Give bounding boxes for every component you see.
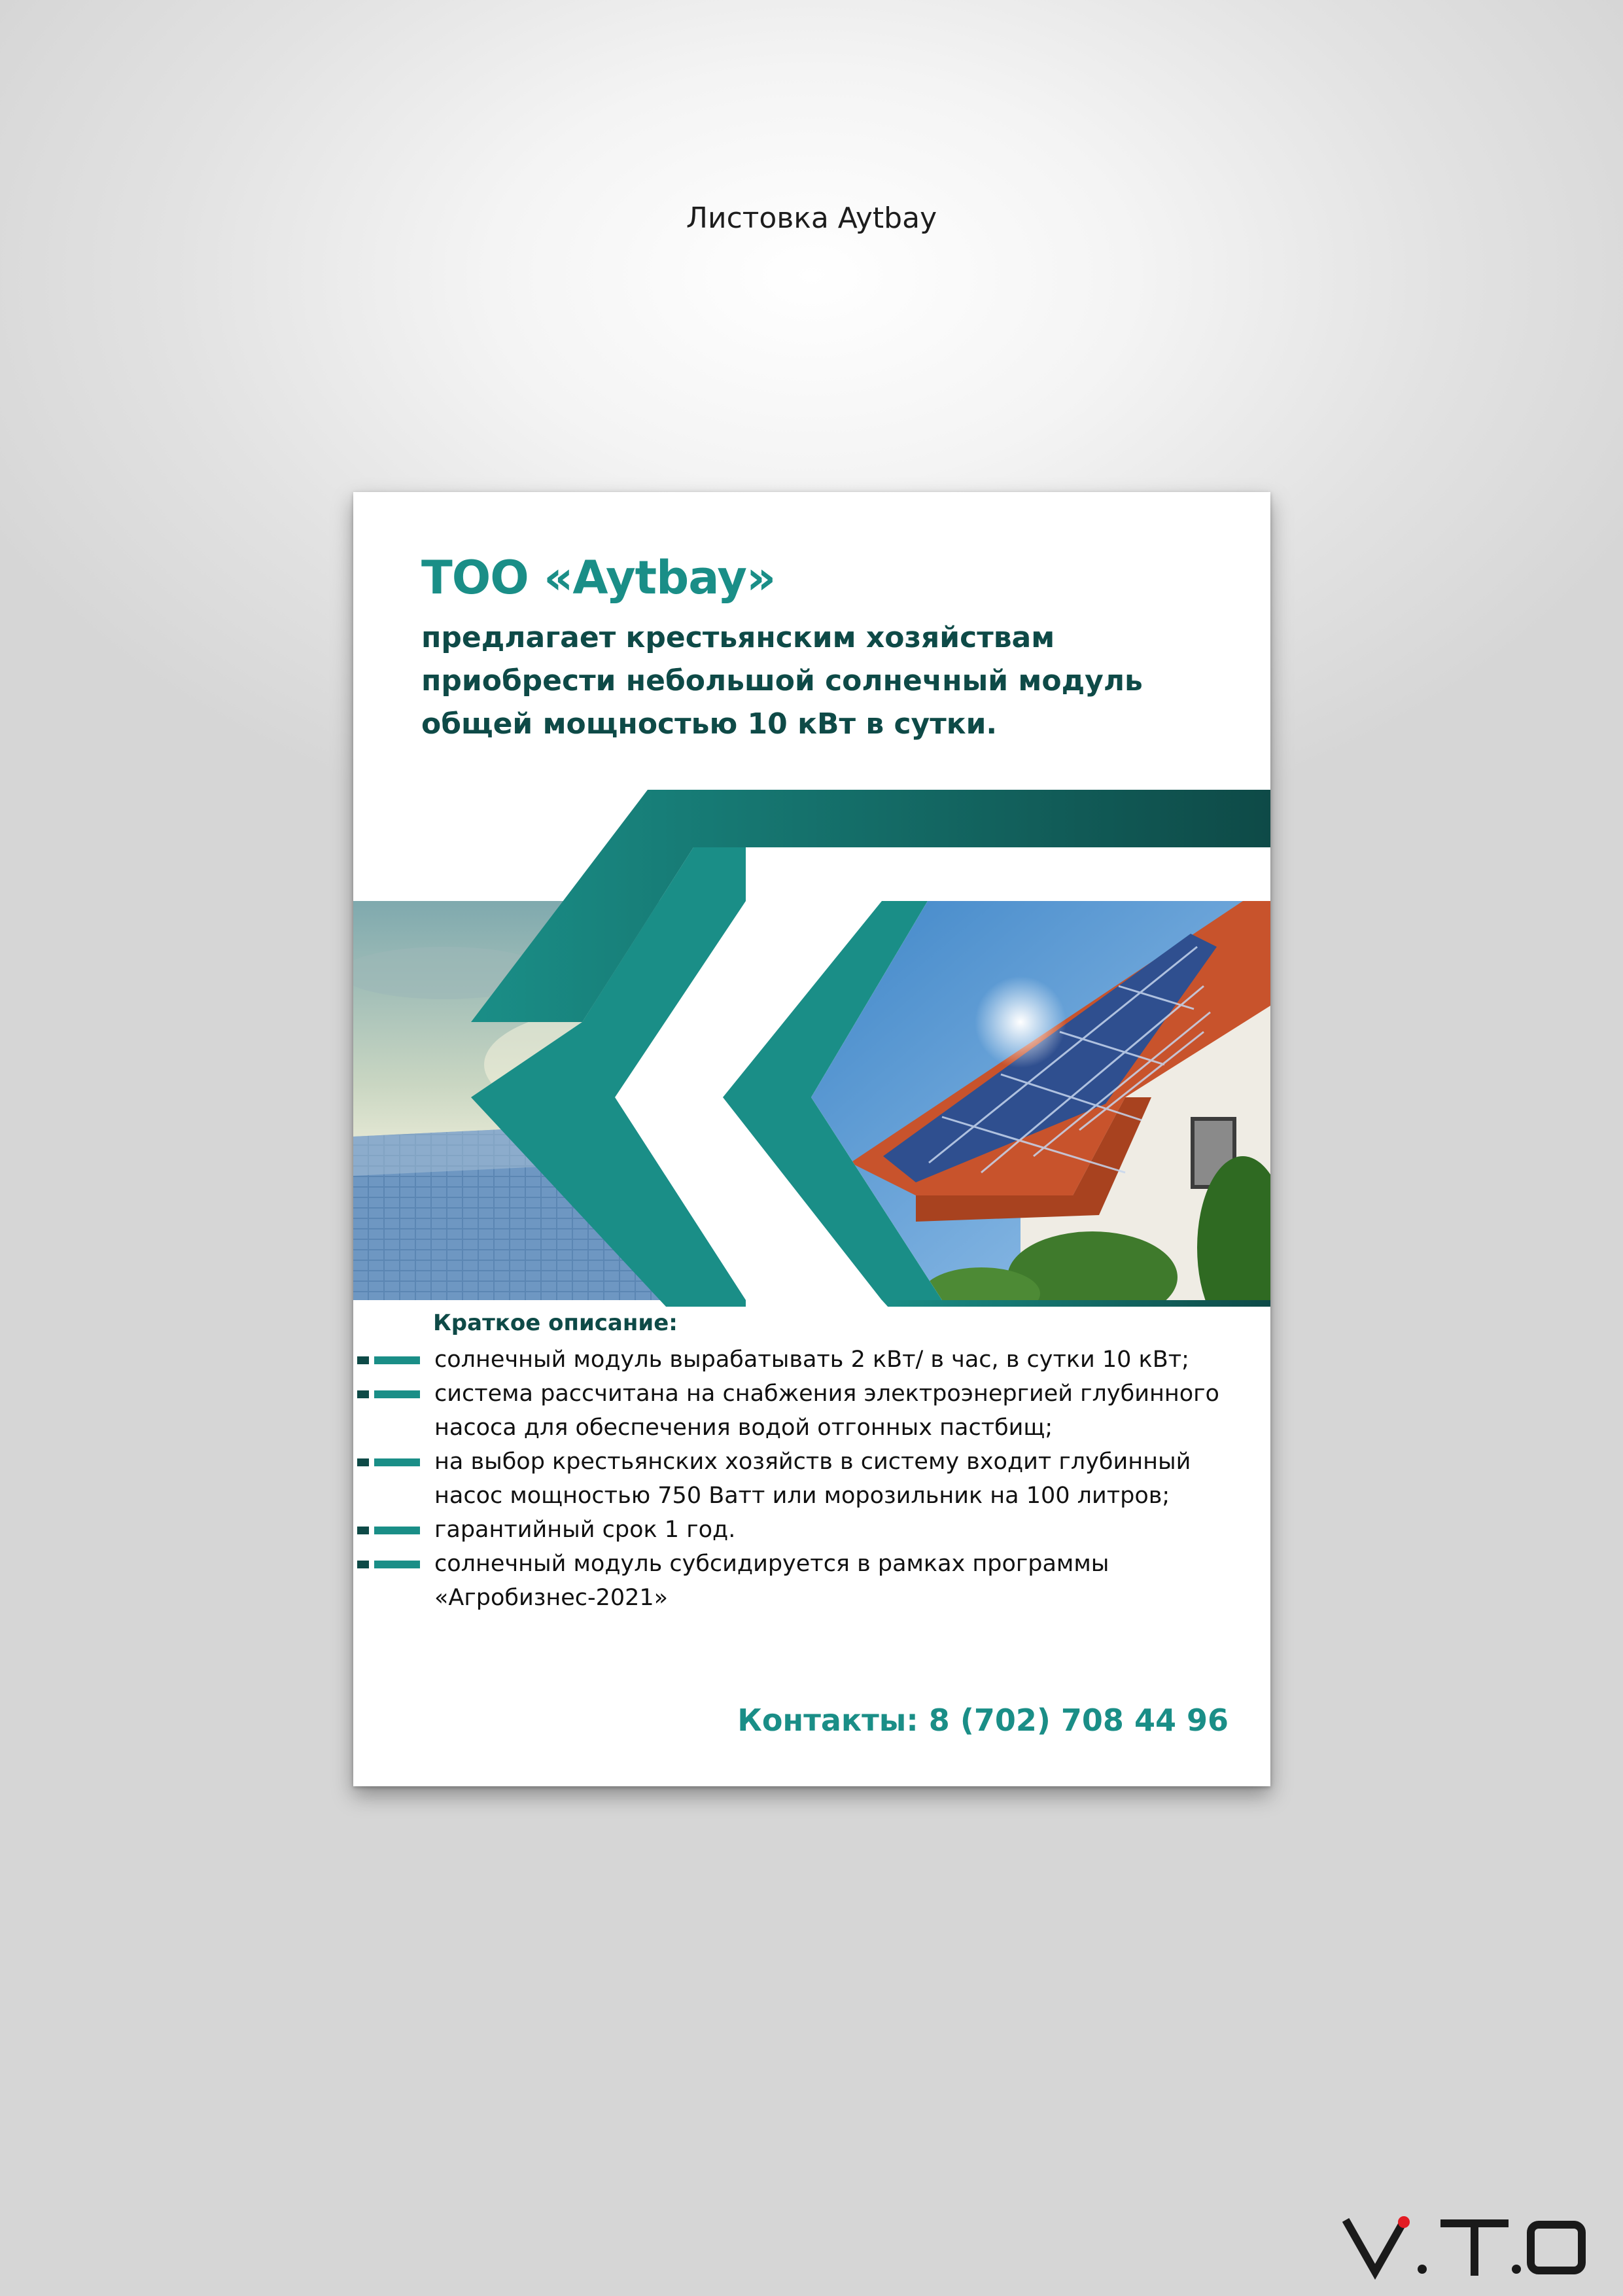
description-list xyxy=(353,1343,1270,1615)
bullet-icon xyxy=(357,1527,420,1534)
flyer-page xyxy=(353,492,1270,1786)
contacts-phone: Контакты: 8 (702) 708 44 96 xyxy=(737,1703,1229,1738)
company-headline: ТОО «Aytbay» xyxy=(421,551,776,605)
vto-logo xyxy=(1341,2212,1590,2284)
offer-line: общей мощностью 10 кВт в сутки. xyxy=(421,707,998,741)
bullet-icon xyxy=(357,1458,420,1466)
offer-subheadline xyxy=(421,616,1206,746)
description-title: Краткое описание: xyxy=(433,1310,678,1336)
bullet-icon xyxy=(357,1390,420,1398)
bullet-icon xyxy=(357,1561,420,1568)
list-item: на выбор крестьянских хозяйств в систему входит глубинный насос мощностью 750 Ватт или морозильник на 100 литров; xyxy=(353,1445,1270,1513)
list-item: солнечный модуль вырабатывать 2 кВт/ в час, в сутки 10 кВт; xyxy=(353,1343,1270,1377)
solar-banner-graphic xyxy=(353,790,1270,1307)
bullet-icon xyxy=(357,1356,420,1364)
list-item: система рассчитана на снабжения электроэнергией глубинного насоса для обеспечения водой отгонных пастбищ; xyxy=(353,1377,1270,1445)
mockup-caption: Листовка Aytbay xyxy=(686,202,937,235)
offer-line: приобрести небольшой солнечный модуль xyxy=(421,664,1143,698)
list-item: гарантийный срок 1 год. xyxy=(353,1513,1270,1547)
offer-line: предлагает крестьянским хозяйствам xyxy=(421,621,1055,654)
list-item: солнечный модуль субсидируется в рамках программы «Агробизнес-2021» xyxy=(353,1547,1270,1615)
bottom-band xyxy=(882,1300,1270,1307)
